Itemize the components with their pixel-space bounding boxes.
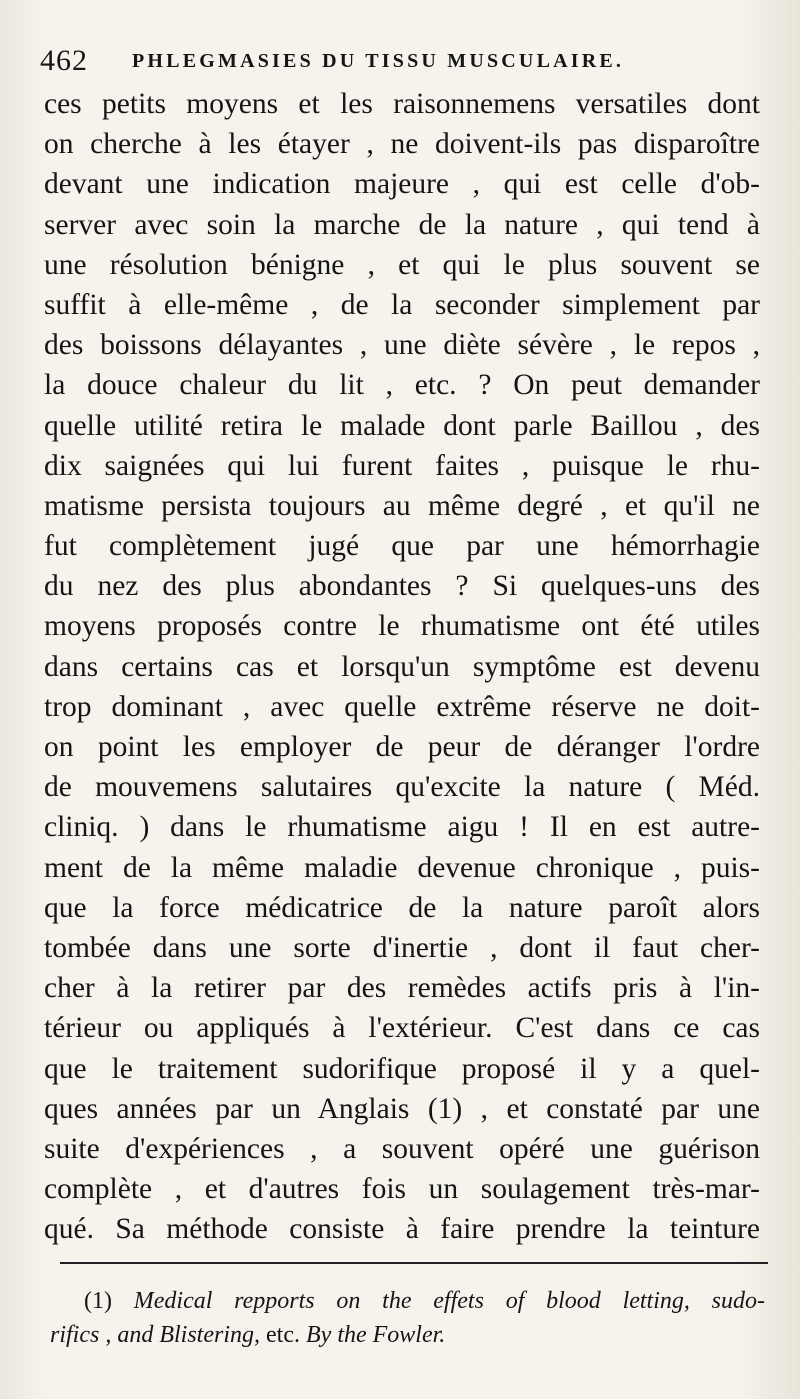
page-number: 462 (40, 44, 88, 77)
text-line: la douce chaleur du lit , etc. ? On peut demander (44, 369, 760, 402)
text-line: cliniq. ) dans le rhumatisme aigu ! Il en est autre- (44, 811, 760, 844)
text-line: que le traitement sudorifique proposé il y a quel- (44, 1052, 760, 1085)
footnote-citation-title: Medical repports on the effets of blood letting, sudo- (133, 1288, 766, 1314)
footnote-etc: etc. (266, 1322, 300, 1348)
text-line: moyens proposés contre le rhumatisme ont été utiles (44, 610, 760, 643)
text-line: on cherche à les étayer , ne doivent-ils pas disparoître (44, 128, 760, 161)
footnote-marker: (1) (84, 1288, 112, 1314)
text-line: ces petits moyens et les raisonnemens versatiles dont (44, 88, 760, 120)
text-line: suite d'expériences , a souvent opéré une guérison (44, 1132, 760, 1165)
footnote-citation-title-end: and Blistering, (117, 1322, 261, 1348)
page-header (40, 40, 760, 84)
body-text (44, 84, 760, 1249)
text-line: térieur ou appliqués à l'extérieur. C'est dans ce cas (44, 1012, 760, 1045)
text-line: de mouvemens salutaires qu'excite la nature ( Méd. (44, 771, 760, 804)
text-line: matisme persista toujours au même degré , et qu'il ne (44, 489, 760, 522)
footnote-line (50, 1318, 765, 1352)
text-line: tombée dans une sorte d'inertie , dont il faut cher- (44, 931, 760, 964)
footnote-line (50, 1284, 765, 1318)
text-line: ques années par un Anglais (1) , et constaté par une (44, 1092, 760, 1125)
text-line: fut complètement jugé que par une hémorrhagie (44, 530, 760, 563)
text-line: des boissons délayantes , une diète sévère , le repos , (44, 329, 760, 362)
running-head: PHLEGMASIES DU TISSU MUSCULAIRE. (132, 50, 625, 72)
text-line: ment de la même maladie devenue chronique , puis- (44, 851, 760, 884)
text-line: que la force médicatrice de la nature paroît alors (44, 891, 760, 924)
footnote-citation-title-cont: rifics , (50, 1322, 112, 1348)
footnote-author: By the Fowler. (306, 1322, 446, 1348)
footnote (50, 1284, 765, 1352)
text-line: suffit à elle-même , de la seconder simplement par (44, 288, 760, 321)
text-line: complète , et d'autres fois un soulagement très-mar- (44, 1173, 760, 1206)
text-line: on point les employer de peur de déranger l'ordre (44, 731, 760, 763)
text-line: dix saignées qui lui furent faites , puisque le rhu- (44, 449, 760, 482)
footnote-rule (60, 1262, 768, 1264)
text-line: server avec soin la marche de la nature , qui tend à (44, 208, 760, 241)
text-line: une résolution bénigne , et qui le plus souvent se (44, 248, 760, 281)
text-line: cher à la retirer par des remèdes actifs pris à l'in- (44, 972, 760, 1005)
text-line: devant une indication majeure , qui est celle d'ob- (44, 168, 760, 201)
text-line: du nez des plus abondantes ? Si quelques-uns des (44, 570, 760, 603)
text-line: dans certains cas et lorsqu'un symptôme est devenu (44, 650, 760, 683)
text-line: quelle utilité retira le malade dont parle Baillou , des (44, 409, 760, 442)
text-line: trop dominant , avec quelle extrême réserve ne doit- (44, 690, 760, 723)
text-line: qué. Sa méthode consiste à faire prendre la teinture (44, 1213, 760, 1246)
